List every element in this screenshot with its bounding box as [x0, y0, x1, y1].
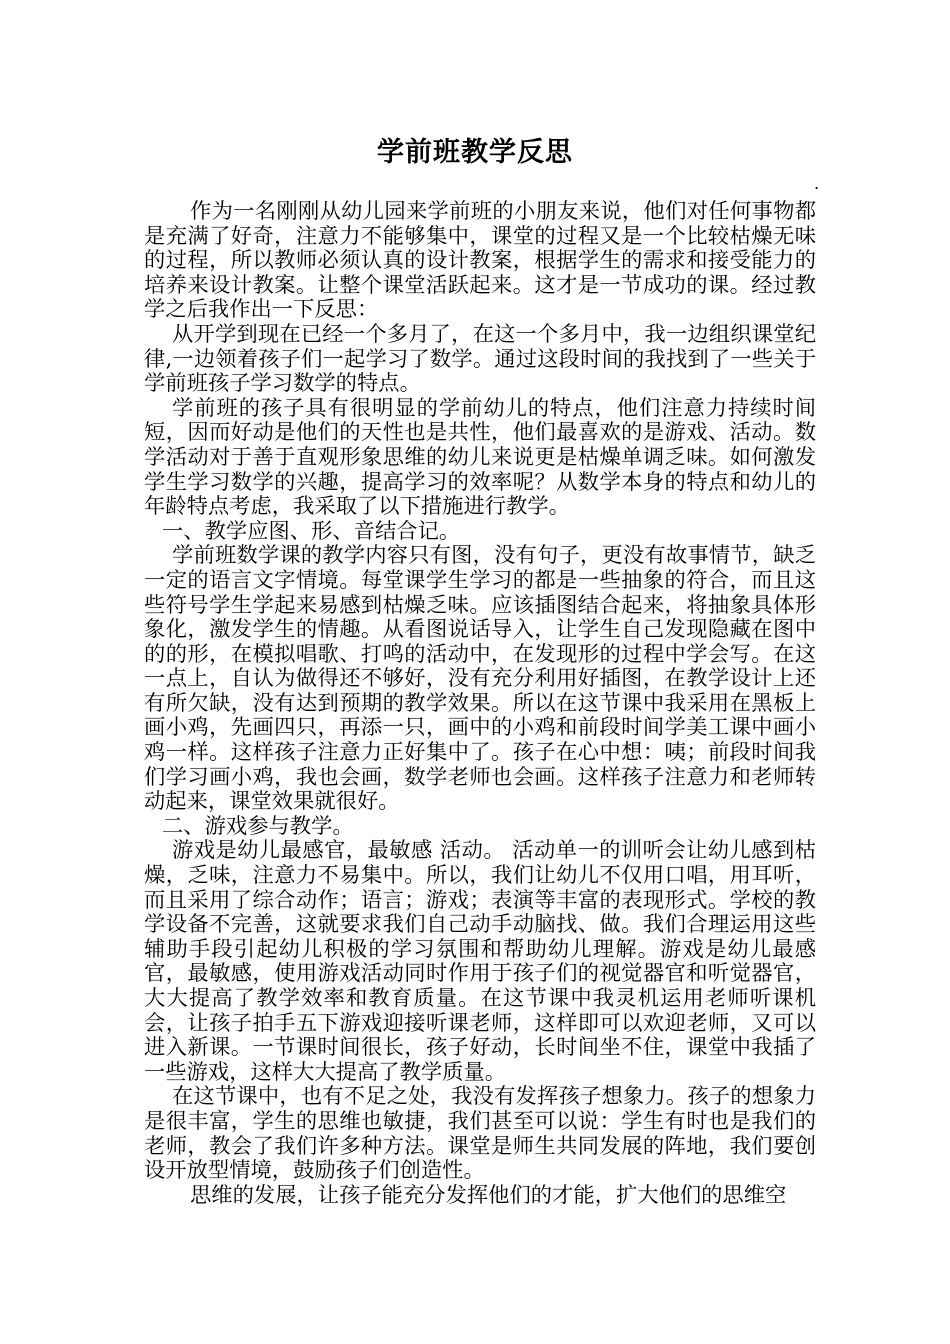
document-body [144, 200, 816, 1208]
paragraph-section-2: 游戏是幼儿最感官，最敏感 活动。 活动单一的训听会让幼儿感到枯燥，乏味，注意力不易集中。所以，我们让幼儿不仅用口唱，用耳听，而且采用了综合动作；语言；游戏；表演等丰富的表现形式。学校的教学设备不完善，这就要求我们自己动手动脑找、做。我们合理运用这些辅助手段引起幼儿积极的学习氛围和帮助幼儿理解。游戏是幼儿最感官，最敏感，使用游戏活动同时作用于孩子们的视觉器官和听觉器官，大大提高了教学效率和教育质量。在这节课中我灵机运用老师听课机会，让孩子拍手五下游戏迎接听课老师，这样即可以欢迎老师，又可以进入新课。一节课时间很长，孩子好动，长时间坐不住，课堂中我插了一些游戏，这样大大提高了教学质量。 [144, 838, 816, 1085]
section-heading-2: 二、游戏参与教学。 [162, 813, 354, 839]
section-heading-1: 一、教学应图、形、音结合记。 [162, 518, 461, 544]
paragraph-period: 从开学到现在已经一个多月了，在这一个多月中，我一边组织课堂纪律,一边领着孩子们一起学习了数学。通过这段时间的我找到了一些关于学前班孩子学习数学的特点。 [144, 321, 816, 397]
paragraph-intro: 作为一名刚刚从幼儿园来学前班的小朋友来说，他们对任何事物都是充满了好奇，注意力不能够集中，课堂的过程又是一个比较枯燥无味的过程，所以教师必须认真的设计教案，根据学生的需求和接受能力的培养来设计教案。让整个课堂活跃起来。这才是一节成功的课。经过教学之后我作出一下反思： [144, 199, 816, 323]
paragraph-shortcomings: 在这节课中，也有不足之处，我没有发挥孩子想象力。孩子的想象力是很丰富，学生的思维也敏捷，我们甚至可以说：学生有时也是我们的老师，教会了我们许多种方法。课堂是师生共同发展的阵地，我们要创设开放型情境，鼓励孩子们创造性。 [144, 1084, 816, 1184]
paragraph-characteristics: 学前班的孩子具有很明显的学前幼儿的特点，他们注意力持续时间短，因而好动是他们的天性也是共性，他们最喜欢的是游戏、活动。数学活动对于善于直观形象思维的幼儿来说更是枯燥单调乏味。如何激发学生学习数学的兴趣，提高学习的效率呢？从数学本身的特点和幼儿的年龄特点考虑，我采取了以下措施进行教学。 [144, 395, 816, 520]
dot-marker: . [814, 174, 820, 193]
paragraph-section-1: 学前班数学课的教学内容只有图，没有句子，更没有故事情节，缺乏一定的语言文字情境。每堂课学生学习的都是一些抽象的符合，而且这些符号学生学起来易感到枯燥乏味。应该插图结合起来，将抽象具体形象化，激发学生的情趣。从看图说话导入，让学生自己发现隐藏在图中的的形，在模拟唱歌、打鸣的活动中，在发现形的过程中学会写。在这一点上，自认为做得还不够好，没有充分利用好插图，在教学设计上还有所欠缺，没有达到预期的教学效果。所以在这节课中我采用在黑板上画小鸡，先画四只，再添一只，画中的小鸡和前段时间学美工课中画小鸡一样。这样孩子注意力正好集中了。孩子在心中想：咦；前段时间我们学习画小鸡，我也会画，数学老师也会画。这样孩子注意力和老师转动起来，课堂效果就很好。 [144, 543, 816, 815]
page-title: 学前班教学反思 [377, 137, 573, 168]
paragraph-thinking: 思维的发展，让孩子能充分发挥他们的才能，扩大他们的思维空 [190, 1182, 787, 1208]
